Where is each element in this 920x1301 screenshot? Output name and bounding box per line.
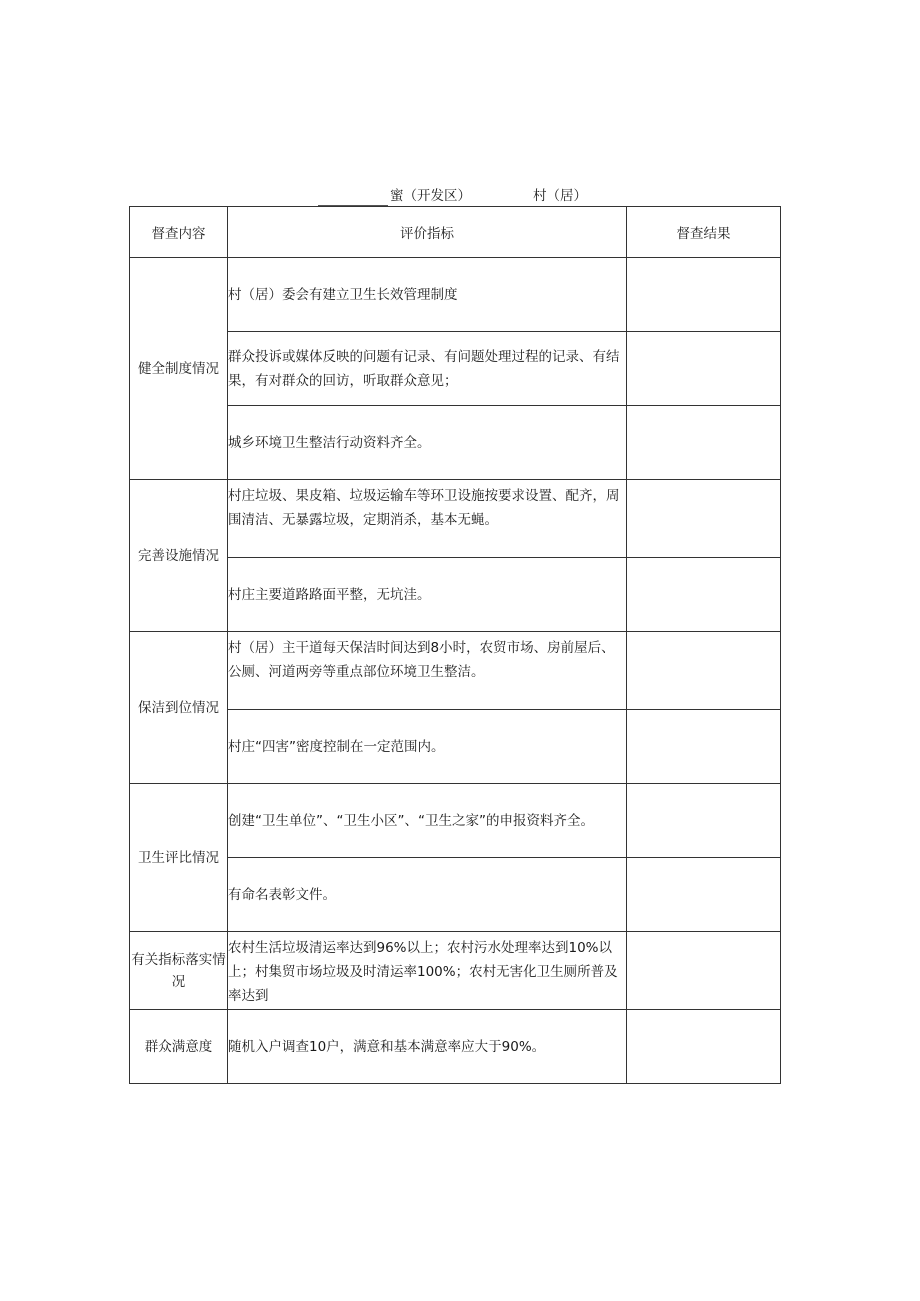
indicator-cell: 村庄垃圾、果皮箱、垃圾运输车等环卫设施按要求设置、配齐，周围清洁、无暴露垃圾，定期消杀，基本无蝇。 [228, 480, 627, 558]
table-row [130, 258, 781, 332]
result-cell[interactable] [627, 406, 781, 480]
indicator-cell: 创建“卫生单位”、“卫生小区”、“卫生之家”的申报资料齐全。 [228, 784, 627, 858]
indicator-cell: 村庄主要道路路面平整，无坑洼。 [228, 558, 627, 632]
table-row [130, 1010, 781, 1084]
table-row [130, 710, 781, 784]
result-cell[interactable] [627, 258, 781, 332]
result-cell[interactable] [627, 632, 781, 710]
table-row [130, 558, 781, 632]
header-content: 督查内容 [130, 207, 228, 258]
table-row [130, 858, 781, 932]
inspection-table [129, 206, 781, 1084]
indicator-cell: 农村生活垃圾清运率达到96%以上；农村污水处理率达到10%以上；村集贸市场垃圾及时清运率100%；农村无害化卫生厕所普及率达到 [228, 932, 627, 1010]
indicator-cell: 村（居）委会有建立卫生长效管理制度 [228, 258, 627, 332]
header-row [130, 207, 781, 258]
category-cell: 有关指标落实情况 [130, 932, 228, 1010]
category-cell: 健全制度情况 [130, 258, 228, 480]
category-cell: 保洁到位情况 [130, 632, 228, 784]
table-row [130, 784, 781, 858]
table-row [130, 406, 781, 480]
town-label: 蜜（开发区） [390, 188, 471, 204]
indicator-cell: 村（居）主干道每天保洁时间达到8小时，农贸市场、房前屋后、公厕、河道两旁等重点部位环境卫生整洁。 [228, 632, 627, 710]
result-cell[interactable] [627, 710, 781, 784]
result-cell[interactable] [627, 858, 781, 932]
table-row [130, 632, 781, 710]
village-label: 村（居） [533, 188, 587, 204]
result-cell[interactable] [627, 332, 781, 406]
indicator-cell: 城乡环境卫生整洁行动资料齐全。 [228, 406, 627, 480]
result-cell[interactable] [627, 558, 781, 632]
town-name-blank[interactable] [318, 191, 388, 206]
header-result: 督查结果 [627, 207, 781, 258]
table-row [130, 932, 781, 1010]
result-cell[interactable] [627, 480, 781, 558]
indicator-cell: 随机入户调查10户，满意和基本满意率应大于90%。 [228, 1010, 627, 1084]
indicator-cell: 有命名表彰文件。 [228, 858, 627, 932]
table-row [130, 480, 781, 558]
result-cell[interactable] [627, 932, 781, 1010]
result-cell[interactable] [627, 1010, 781, 1084]
table-caption [318, 186, 587, 206]
indicator-cell: 村庄“四害”密度控制在一定范围内。 [228, 710, 627, 784]
indicator-cell: 群众投诉或媒体反映的问题有记录、有问题处理过程的记录、有结果，有对群众的回访，听取群众意见； [228, 332, 627, 406]
result-cell[interactable] [627, 784, 781, 858]
category-cell: 群众满意度 [130, 1010, 228, 1084]
header-indicator: 评价指标 [228, 207, 627, 258]
category-cell: 卫生评比情况 [130, 784, 228, 932]
table-row [130, 332, 781, 406]
category-cell: 完善设施情况 [130, 480, 228, 632]
